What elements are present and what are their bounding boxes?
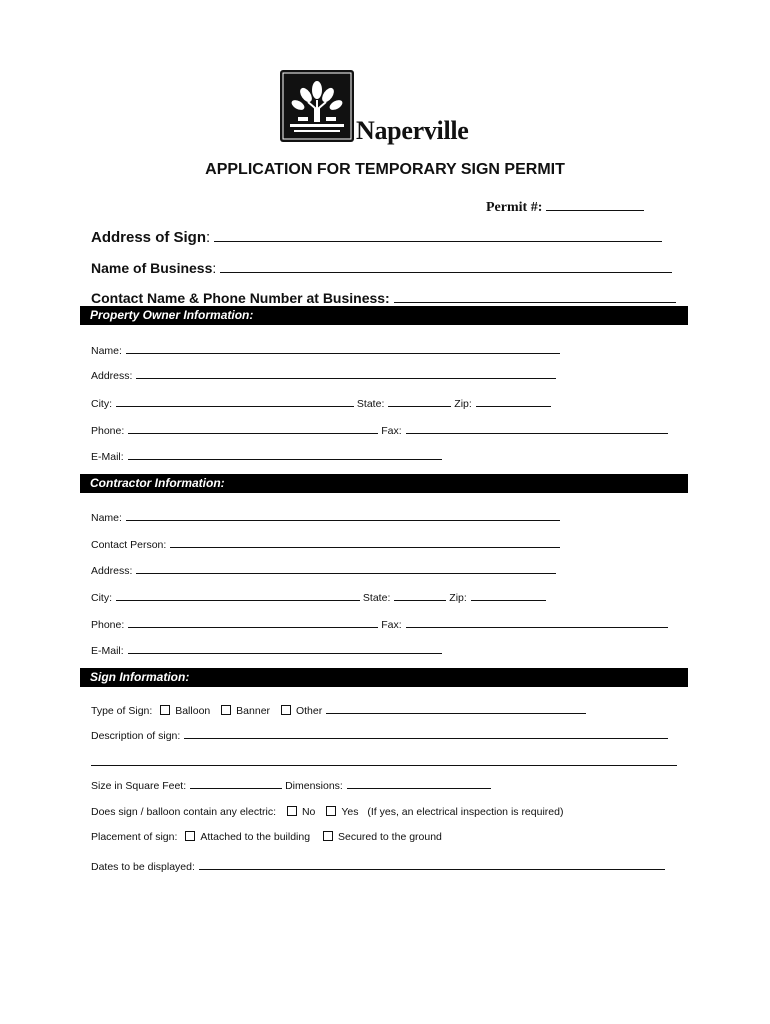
contractor-city-state-zip-field[interactable]: City: State: Zip: <box>91 588 546 604</box>
electric-no-checkbox[interactable] <box>287 806 297 816</box>
address-of-sign-label: Address of Sign <box>91 229 207 246</box>
electric-yes-checkbox[interactable] <box>326 806 336 816</box>
business-name-field[interactable]: Name of Business: <box>91 260 672 276</box>
owner-name-field[interactable]: Name: <box>91 341 560 357</box>
attached-to-building-checkbox[interactable] <box>185 831 195 841</box>
sign-dates-field[interactable]: Dates to be displayed: <box>91 857 665 873</box>
contact-name-phone-field[interactable] <box>91 290 676 306</box>
permit-number-field[interactable] <box>486 198 644 216</box>
electric-note: (If yes, an electrical inspection is required) <box>367 806 564 818</box>
section-header-contractor: Contractor Information: <box>80 474 688 493</box>
balloon-checkbox[interactable] <box>160 705 170 715</box>
sign-type-field[interactable]: Type of Sign: Balloon Banner Other <box>91 701 586 717</box>
banner-checkbox[interactable] <box>221 705 231 715</box>
other-checkbox[interactable] <box>281 705 291 715</box>
contact-name-phone-label: Contact Name & Phone Number at Business: <box>91 290 390 306</box>
contractor-contact-person-field[interactable]: Contact Person: <box>91 535 560 551</box>
section-header-sign-information: Sign Information: <box>80 668 688 687</box>
form-title: APPLICATION FOR TEMPORARY SIGN PERMIT <box>205 161 565 178</box>
secured-to-ground-checkbox[interactable] <box>323 831 333 841</box>
naperville-logo <box>280 70 354 142</box>
sign-description-field[interactable]: Description of sign: <box>91 726 668 742</box>
owner-city-state-zip-field[interactable]: City: State: Zip: <box>91 394 551 410</box>
contractor-email-field[interactable]: E-Mail: <box>91 641 442 657</box>
owner-phone-fax-field[interactable]: Phone: Fax: <box>91 421 668 437</box>
address-of-sign-field[interactable]: Address of Sign: <box>91 229 662 246</box>
permit-label: Permit #: <box>486 200 543 215</box>
contractor-phone-fax-field[interactable]: Phone: Fax: <box>91 615 668 631</box>
owner-email-field[interactable]: E-Mail: <box>91 447 442 463</box>
sign-size-dimensions-field[interactable]: Size in Square Feet: Dimensions: <box>91 776 491 792</box>
contractor-address-field[interactable]: Address: <box>91 561 556 577</box>
sign-electric-field[interactable]: Does sign / balloon contain any electric: No Yes (If yes, an electrical inspection is required) <box>91 806 564 818</box>
sign-description-line-2[interactable] <box>91 765 677 766</box>
city-name: Naperville <box>356 116 469 145</box>
sign-placement-field[interactable]: Placement of sign: Attached to the building Secured to the ground <box>91 831 442 843</box>
business-name-label: Name of Business <box>91 260 213 276</box>
contractor-name-field[interactable]: Name: <box>91 508 560 524</box>
owner-address-field[interactable]: Address: <box>91 366 556 382</box>
section-header-property-owner: Property Owner Information: <box>80 306 688 325</box>
